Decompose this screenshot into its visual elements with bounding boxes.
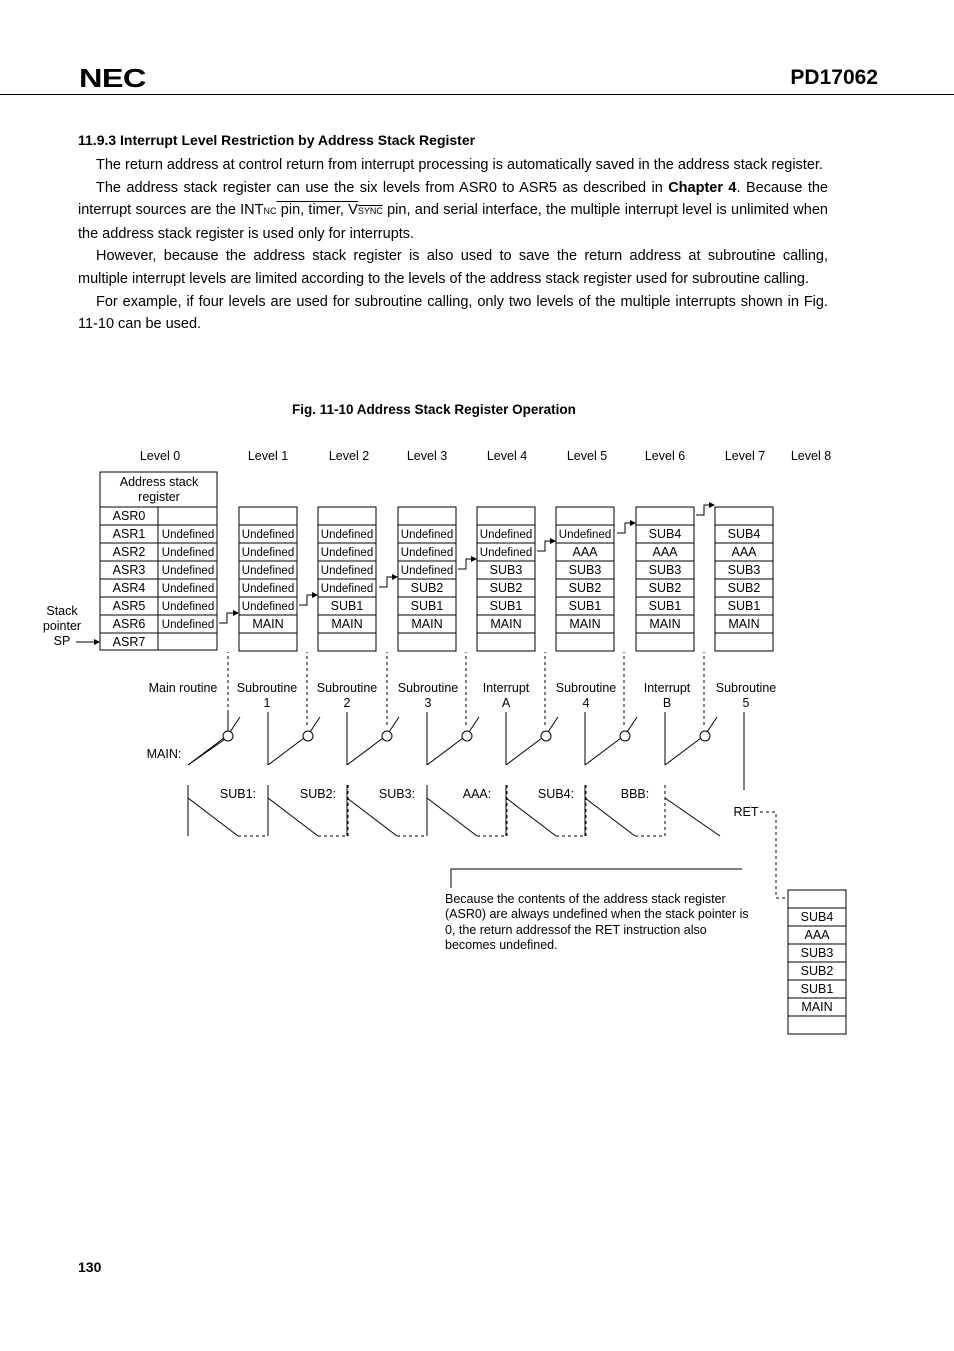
routine-label: A	[501, 696, 511, 710]
main-trace	[188, 712, 228, 765]
call-point	[700, 731, 710, 741]
stack-cell-value: Undefined	[320, 565, 374, 577]
level-arrow	[537, 541, 550, 551]
stack-cell-value: Undefined	[400, 547, 454, 559]
level-arrow	[219, 613, 233, 623]
stack-cell-value: MAIN	[331, 617, 363, 631]
stack-cell-value: SUB2	[727, 581, 761, 595]
stack-cell-value: MAIN	[569, 617, 601, 631]
trace-rise	[347, 735, 387, 765]
stack-cell-value: SUB4	[648, 527, 682, 541]
stack-cell-value: Undefined	[161, 619, 215, 631]
trace-rise	[427, 735, 467, 765]
stack-cell-value: Undefined	[320, 547, 374, 559]
paragraph-3: However, because the address stack register is also used to save the return address at subroutine calling, multiple interrupt levels are limited according to the levels of the address stack register used for subroutine calling.	[78, 248, 828, 287]
stack-cell-value: Undefined	[400, 529, 454, 541]
routine-label: Subroutine	[236, 681, 298, 695]
stack-cell-value: SUB3	[800, 946, 834, 960]
stack-cell-value: Undefined	[320, 529, 374, 541]
stack-cell-value: SUB3	[727, 563, 761, 577]
stack-cell-value: SUB2	[410, 581, 444, 595]
stack-cell-value: Undefined	[241, 583, 295, 595]
stack-cell-value: Undefined	[479, 547, 533, 559]
stack-cell-value: SUB1	[489, 599, 523, 613]
level-arrow	[696, 505, 709, 515]
stack-cell-value: Undefined	[479, 529, 533, 541]
stack-cell-value: SUB1	[568, 599, 602, 613]
routine-label: 1	[263, 696, 271, 710]
stack-cell-value: AAA	[731, 545, 757, 559]
stack-cell-value: Undefined	[241, 529, 295, 541]
level-label: Level 5	[566, 449, 608, 463]
stack-pointer-label: pointer	[42, 619, 82, 633]
sub-label: BBB:	[620, 787, 650, 801]
ret-connector	[760, 812, 785, 898]
level-label: Level 6	[644, 449, 686, 463]
paragraph-4: For example, if four levels are used for subroutine calling, only two levels of the multiple interrupts shown in Fig. 11-10 can be used.	[78, 293, 828, 333]
stack-cell-value: Undefined	[161, 601, 215, 613]
trace-rise	[506, 735, 546, 765]
stack-cell-value: SUB1	[648, 599, 682, 613]
level-arrow	[299, 595, 312, 605]
stack-cell-value: Undefined	[161, 583, 215, 595]
section-title: 11.9.3 Interrupt Level Restriction by Address Stack Register	[78, 132, 476, 148]
stack-cell-value: Undefined	[161, 529, 215, 541]
sub-label: SUB4:	[537, 787, 575, 801]
register-name: ASR5	[112, 599, 146, 613]
header-cell-label: register	[138, 490, 180, 504]
sub-trace	[665, 798, 720, 836]
stack-pointer-label: Stack	[46, 604, 78, 618]
stack-pointer-label: SP	[53, 634, 71, 648]
stack-cell-value: Undefined	[241, 565, 295, 577]
trace-rise	[585, 735, 625, 765]
stack-cell-value: SUB3	[489, 563, 523, 577]
stack-cell-value: MAIN	[252, 617, 284, 631]
stack-cell-value: Undefined	[241, 547, 295, 559]
level-label: Level 4	[486, 449, 528, 463]
stack-cell-value: SUB1	[330, 599, 364, 613]
sub-trace	[506, 798, 556, 836]
register-name: ASR6	[112, 617, 146, 631]
call-point	[541, 731, 551, 741]
stack-cell-value: AAA	[572, 545, 598, 559]
stack-cell-value: SUB3	[648, 563, 682, 577]
level-arrowhead	[709, 502, 715, 508]
trace-rise	[188, 735, 228, 765]
stack-cell-value: MAIN	[728, 617, 760, 631]
level-arrowhead	[233, 610, 239, 616]
note-bracket	[451, 869, 742, 888]
figure-title: Fig. 11-10 Address Stack Register Operation	[292, 402, 576, 417]
sub-label: SUB2:	[299, 787, 337, 801]
routine-label: Main routine	[148, 681, 218, 695]
stack-cell-value: AAA	[804, 928, 830, 942]
routine-label: Subroutine	[555, 681, 617, 695]
level-label: Level 3	[406, 449, 448, 463]
stack-cell-value: SUB2	[489, 581, 523, 595]
routine-label: 4	[582, 696, 590, 710]
stack-cell-value: MAIN	[801, 1000, 833, 1014]
stack-cell-value: SUB4	[727, 527, 761, 541]
stack-cell-value: SUB2	[568, 581, 602, 595]
trace-rise	[665, 735, 705, 765]
routine-label: Subroutine	[316, 681, 378, 695]
sub-label: AAA:	[462, 787, 492, 801]
sub-trace	[427, 798, 477, 836]
level-label: Level 0	[139, 449, 181, 463]
sub-label: SUB3:	[378, 787, 416, 801]
ret-label: RET	[733, 805, 759, 819]
routine-label: 5	[742, 696, 750, 710]
sp-arrowhead	[94, 639, 100, 645]
stack-cell-value: SUB2	[648, 581, 682, 595]
register-name: ASR7	[112, 635, 146, 649]
stack-cell-value: SUB1	[410, 599, 444, 613]
sub-trace	[585, 798, 635, 836]
sub-trace	[188, 798, 238, 836]
call-point	[303, 731, 313, 741]
stack-cell-value: MAIN	[649, 617, 681, 631]
level-arrow	[617, 523, 630, 533]
register-name: ASR3	[112, 563, 146, 577]
routine-label: Subroutine	[715, 681, 777, 695]
stack-cell-value: Undefined	[558, 529, 612, 541]
call-point	[462, 731, 472, 741]
routine-label: Interrupt	[643, 681, 691, 695]
figure-note: Because the contents of the address stack register (ASR0) are always undefined when the stack pointer is 0, the return addressof the RET instruction also becomes undefined.	[445, 892, 749, 952]
routine-label: 3	[424, 696, 432, 710]
stack-cell-value: SUB3	[568, 563, 602, 577]
stack-cell-value: SUB1	[800, 982, 834, 996]
stack-cell-value: Undefined	[241, 601, 295, 613]
routine-label: 2	[343, 696, 351, 710]
stack-cell-value: AAA	[652, 545, 678, 559]
call-point	[382, 731, 392, 741]
stack-cell-value: Undefined	[400, 565, 454, 577]
document-id: PD17062	[790, 66, 878, 89]
register-name: ASR4	[112, 581, 146, 595]
sub-trace	[347, 798, 397, 836]
paragraph-2: The address stack register can use the six levels from ASR0 to ASR5 as described in Chapter 4. Because the interrupt sources are the INTNC pin, timer, VSYNC pin, and serial interface, the multiple interrupt level is unlimited when the address stack register is used only for interrupts.	[78, 179, 828, 242]
stack-cell-value: SUB1	[727, 599, 761, 613]
level-arrowhead	[550, 538, 556, 544]
page-number: 130	[78, 1259, 102, 1275]
level-label: Level 1	[247, 449, 289, 463]
stack-cell-value: MAIN	[490, 617, 522, 631]
call-point	[620, 731, 630, 741]
level-label: Level 7	[724, 449, 766, 463]
nec-logo: NEC	[79, 63, 146, 93]
register-name: ASR1	[112, 527, 146, 541]
stack-cell-value: MAIN	[411, 617, 443, 631]
register-name: ASR2	[112, 545, 146, 559]
sub-trace	[268, 798, 318, 836]
stack-cell-value: SUB4	[800, 910, 834, 924]
level-arrow	[379, 577, 392, 587]
routine-label: Interrupt	[482, 681, 530, 695]
trace-rise	[268, 735, 308, 765]
stack-cell-value: Undefined	[161, 547, 215, 559]
call-point	[223, 731, 233, 741]
level-arrowhead	[392, 574, 398, 580]
register-name: ASR0	[112, 509, 146, 523]
level-arrowhead	[630, 520, 636, 526]
level-label: Level 2	[328, 449, 370, 463]
stack-cell-value: Undefined	[320, 583, 374, 595]
level-arrow	[458, 559, 471, 569]
level-label: Level 8	[790, 449, 832, 463]
paragraph-1: The return address at control return from interrupt processing is automatically saved in the address stack register.	[96, 157, 823, 173]
stack-cell-value: Undefined	[161, 565, 215, 577]
sub-label: SUB1:	[219, 787, 257, 801]
header-cell-label: Address stack	[119, 475, 199, 489]
level-arrowhead	[471, 556, 477, 562]
level-arrowhead	[312, 592, 318, 598]
routine-label: Subroutine	[397, 681, 459, 695]
stack-cell-value: SUB2	[800, 964, 834, 978]
main-label: MAIN:	[146, 747, 182, 761]
routine-label: B	[662, 696, 672, 710]
